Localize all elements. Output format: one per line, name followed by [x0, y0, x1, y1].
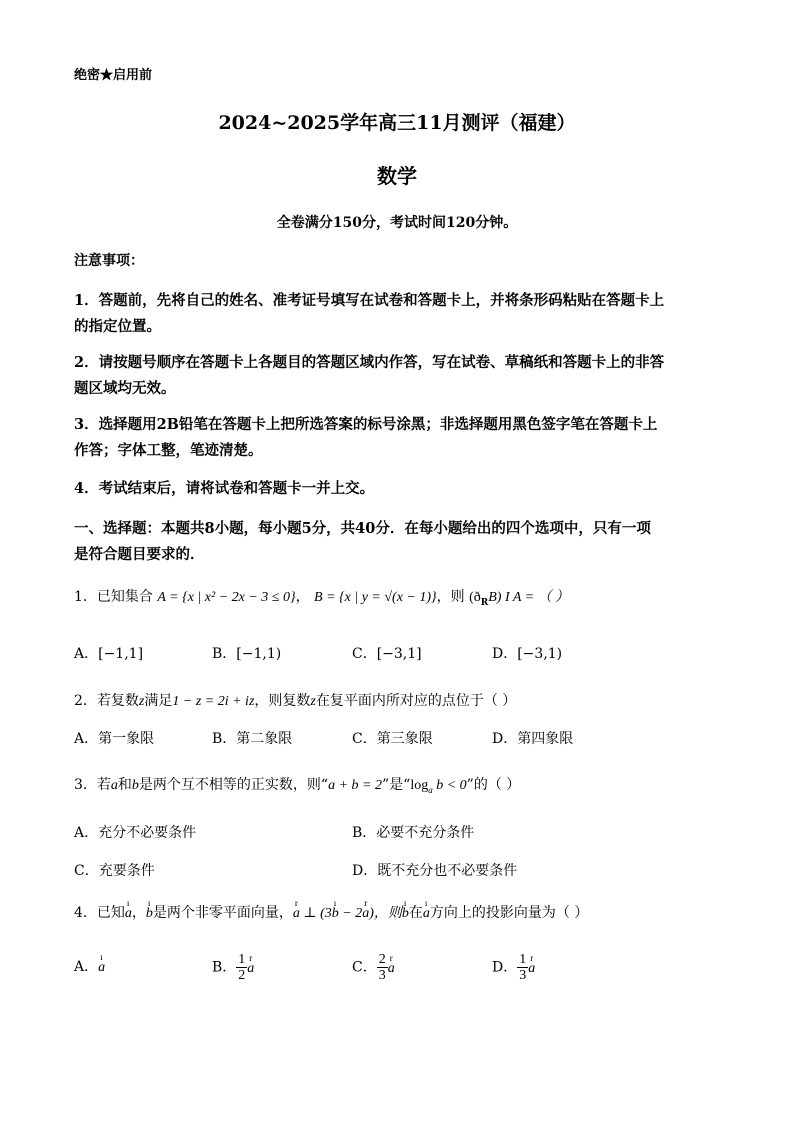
notice-line: 题区域均无效。 [74, 380, 176, 397]
q3-option-a[interactable]: A．充分不必要条件 [74, 825, 197, 841]
fraction-denominator: 3 [378, 968, 386, 983]
q1-option-a[interactable]: A．[−1,1] [74, 646, 144, 662]
equation: 1 − z = 2i + iz [172, 694, 255, 709]
vector-letter: b [145, 906, 153, 921]
q4-option-d[interactable] [492, 952, 535, 983]
q4-option-a[interactable] [74, 952, 106, 976]
fraction-denominator: 3 [519, 968, 527, 983]
question-text: 2．若复数 [74, 693, 139, 709]
section-line: 是符合题目要求的． [74, 546, 205, 563]
exam-title: 2024~2025学年高三11月测评（福建） [218, 112, 576, 134]
q1-option-d[interactable]: D．[−3,1) [492, 646, 563, 662]
q2-option-b[interactable]: B．第二象限 [212, 731, 293, 747]
notice-line: 4．考试结束后，请将试卷和答题卡一并上交。 [74, 480, 375, 497]
q4-option-b[interactable] [212, 952, 254, 983]
vector-a [387, 952, 395, 977]
vector-mark: ı [126, 898, 130, 908]
vector-a [98, 952, 106, 976]
fraction-numerator: 1 [238, 952, 246, 967]
notice-item-4 [74, 476, 374, 502]
vector-a [422, 898, 430, 922]
exam-info: 全卷满分150分，考试时间120分钟。 [276, 215, 518, 231]
vector-a [124, 898, 132, 922]
notice-line: 1．答题前，先将自己的姓名、准考证号填写在试卷和答题卡上，并将条形码粘贴在答题卡上 [74, 292, 665, 309]
notice-line: 的指定位置。 [74, 318, 161, 335]
question-text: 是两个互不相等的正实数，则“ [138, 777, 329, 793]
fraction [236, 952, 247, 983]
question-text: ”的（ ） [466, 777, 521, 793]
vector-b [401, 898, 409, 922]
set-b-expression: B = {x | y = √(x − 1)} [314, 590, 437, 605]
question-text: ，则 [436, 589, 465, 605]
option-label: B． [212, 959, 237, 976]
question-2 [74, 690, 516, 710]
vector-letter: b [401, 906, 409, 921]
question-3 [74, 774, 520, 795]
fraction-denominator: 2 [238, 968, 246, 983]
vector-b [145, 898, 153, 922]
vector-mark: ı [333, 898, 337, 908]
log-function: log [410, 778, 429, 793]
condition-1: a + b = 2 [328, 778, 382, 793]
var-a: a [110, 778, 118, 793]
vector-letter: a [422, 906, 430, 921]
question-text: ”是“ [382, 777, 411, 793]
section-heading [74, 516, 651, 568]
option-label: A． [74, 959, 99, 975]
question-text: 在复平面内所对应的点位于（ ） [315, 693, 517, 709]
question-text: ， [295, 589, 310, 605]
vector-a [362, 898, 370, 922]
vector-letter: a [124, 906, 132, 921]
notice-heading: 注意事项： [74, 253, 144, 269]
question-text: 是两个非零平面向量， [152, 905, 293, 921]
notice-line: 2．请按题号顺序在答题卡上各题目的答题区域内作答，写在试卷、草稿纸和答题卡上的非答 [74, 354, 665, 371]
log-base: a [428, 784, 433, 795]
var-b: b [131, 778, 139, 793]
question-text: 1．已知集合 [74, 589, 153, 605]
vector-letter: a [98, 960, 106, 975]
question-text: 满足 [144, 693, 173, 709]
fraction [377, 952, 388, 983]
notice-line: 3．选择题用2B铅笔在答题卡上把所选答案的标号涂黑；非选择题用黑色签字笔在答题卡上 [74, 416, 658, 433]
section-line: 一、选择题：本题共8小题，每小题5分，共40分．在每小题给出的四个选项中，只有一项 [74, 520, 651, 537]
vector-mark: ı [424, 898, 428, 908]
notice-item-2 [74, 350, 664, 402]
notice-item-1 [74, 288, 664, 340]
complement-expression-rest: B) I A = （ ） [488, 590, 570, 605]
fraction-numerator: 1 [519, 952, 527, 967]
vector-letter: a [292, 906, 300, 921]
question-text: 和 [117, 777, 132, 793]
q3-option-d[interactable]: D．既不充分也不必要条件 [352, 863, 518, 879]
notice-item-3 [74, 412, 657, 464]
option-label: D． [492, 959, 518, 976]
question-text: 方向上的投影向量为（ ） [429, 905, 589, 921]
vector-a [247, 952, 255, 977]
vector-mark: r [249, 952, 253, 963]
fraction [517, 952, 528, 983]
secret-label: 绝密★启用前 [74, 68, 153, 83]
option-label: C． [352, 959, 377, 976]
question-4 [74, 898, 589, 922]
vector-letter: a [387, 960, 395, 976]
vector-a [528, 952, 536, 977]
question-text: ， [131, 905, 146, 921]
complement-expression: (ð [469, 590, 481, 605]
q3-option-c[interactable]: C．充要条件 [74, 863, 155, 879]
perp-expression: ⊥ (3 [299, 906, 332, 921]
fraction-numerator: 2 [378, 952, 386, 967]
vector-b [331, 898, 339, 922]
vector-letter: b [331, 906, 339, 921]
notice-line: 作答；字体工整，笔迹清楚。 [74, 442, 263, 459]
vector-letter: a [528, 960, 536, 976]
question-text: 3．若 [74, 777, 111, 793]
complement-subscript: R [480, 597, 489, 608]
perp-expression: − 2 [338, 906, 363, 921]
question-text: ，则复数 [254, 693, 311, 709]
var-z: z [138, 694, 145, 709]
vector-a [292, 898, 300, 922]
q1-option-b[interactable]: B．[−1,1) [212, 646, 282, 662]
q4-option-c[interactable] [352, 952, 395, 983]
vector-mark: ı [100, 952, 103, 962]
vector-letter: a [362, 906, 370, 921]
condition-2: b < 0 [432, 778, 467, 793]
vector-mark: ı [147, 898, 151, 908]
perp-expression: )，则 [369, 906, 402, 921]
question-text: 4．已知 [74, 905, 125, 921]
q1-option-c[interactable]: C．[−3,1] [352, 646, 422, 662]
var-z: z [310, 694, 316, 709]
vector-mark: r [530, 952, 534, 963]
vector-letter: a [247, 960, 255, 976]
vector-mark: r [364, 898, 368, 908]
question-text: 在 [408, 905, 423, 921]
vector-mark: r [389, 952, 393, 963]
q2-option-a[interactable]: A．第一象限 [74, 731, 155, 747]
q2-option-d[interactable]: D．第四象限 [492, 731, 574, 747]
question-1 [74, 586, 569, 608]
subject-title: 数学 [377, 164, 417, 188]
q2-option-c[interactable]: C．第三象限 [352, 731, 433, 747]
q3-option-b[interactable]: B．必要不充分条件 [352, 825, 475, 841]
vector-mark: ı [403, 898, 407, 908]
set-a-expression: A = {x | x² − 2x − 3 ≤ 0} [157, 590, 296, 605]
vector-mark: r [294, 898, 298, 908]
